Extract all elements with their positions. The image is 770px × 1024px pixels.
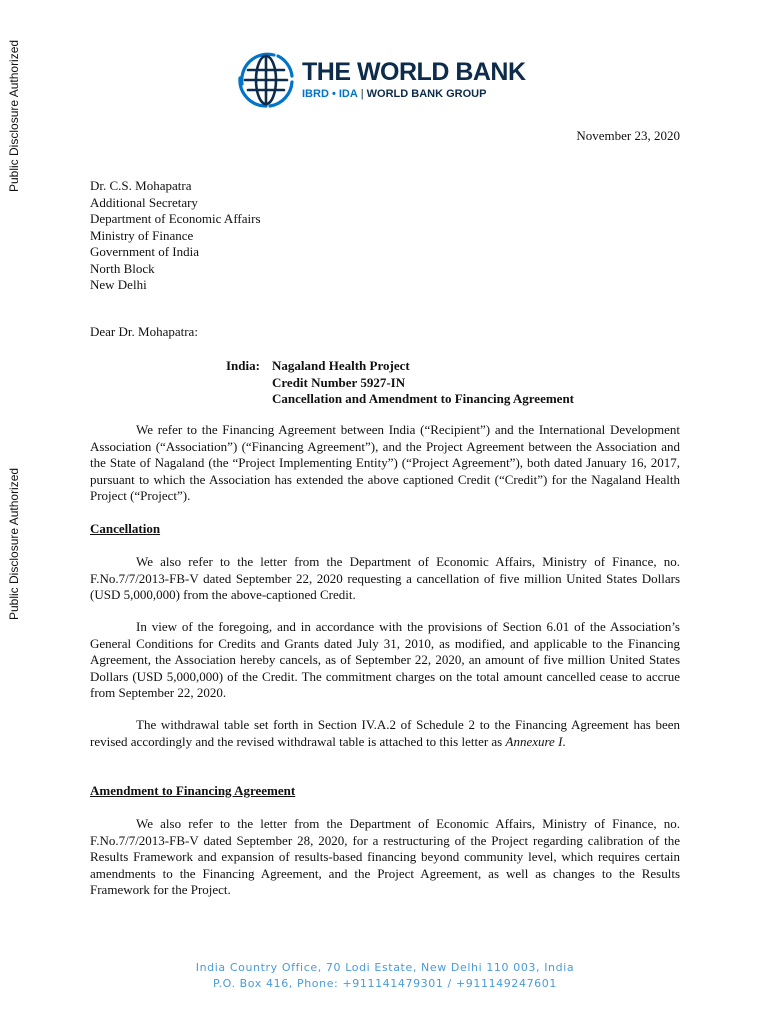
world-bank-logo [234,48,534,114]
paragraph-text: We refer to the Financing Agreement between India (“Recipient”) and the International Development Association (“Association”) (“Financing Agreement”), and the Project Agreement between the Association and the State of Nagaland (the “Project Implementing Entity”) (“Project Agreement”), both dated January 16, 2017, pursuant to which the Association has extended the above captioned Credit (“Credit”) for the Nagaland Health Project (“Project”). [90,422,680,503]
subject-country: India: [226,358,260,373]
subject-line: Credit Number 5927-IN [272,374,406,390]
address-line: Ministry of Finance [90,227,194,243]
paragraph-text: We also refer to the letter from the Department of Economic Affairs, Ministry of Finance, no. F.No.7/7/2013-FB-V dated September 28, 2020, for a restructuring of the Project regarding calibration of the Results Framework and expansion of results-based financing beyond community level, which requires certain amendments to the Financing Agreement, and the Project Agreement, as well as changes to the Results Framework for the Project. [90,816,680,897]
disclosure-label-middle: Public Disclosure Authorized [7,467,21,620]
cancellation-paragraph-1 [90,554,680,604]
address-line: Additional Secretary [90,194,198,210]
salutation: Dear Dr. Mohapatra: [90,324,198,339]
footer-contact: P.O. Box 416, Phone: +911141479301 / +911149247601 [213,977,557,990]
paragraph-end: . [562,733,566,749]
recipient-address [90,178,261,294]
cancellation-heading: Cancellation [90,521,161,536]
logo-group: WORLD BANK GROUP [366,88,487,100]
logo-separator: | [360,88,364,100]
paragraph-text: In view of the foregoing, and in accordance with the provisions of Section 6.01 of the Association’s General Conditions for Credits and Grants dated July 31, 2010, as modified, and applicable to the Financing Agreement, the Association hereby cancels, as of September 22, 2020, an amount of five million United States Dollars (USD 5,000,000) of the Credit. The commitment charges on the total amount cancelled cease to accrue from September 22, 2020. [90,619,680,700]
disclosure-label-top: Public Disclosure Authorized [7,39,21,192]
cancellation-paragraph-3 [90,717,680,750]
letter-date: November 23, 2020 [576,128,680,143]
address-line: Government of India [90,244,200,259]
address-line: New Delhi [90,277,147,292]
cancellation-paragraph-2 [90,619,680,702]
footer-address: India Country Office, 70 Lodi Estate, New Delhi 110 003, India [195,961,575,974]
subject-line: Cancellation and Amendment to Financing Agreement [272,391,575,406]
paragraph-text: We also refer to the letter from the Department of Economic Affairs, Ministry of Finance, no. F.No.7/7/2013-FB-V dated September 22, 2020 requesting a cancellation of five million United States Dollars (USD 5,000,000) from the above-captioned Credit. [90,554,680,602]
address-line: Department of Economic Affairs [90,211,261,226]
intro-paragraph [90,422,680,505]
globe-icon [234,48,298,112]
paragraph-text [90,717,680,750]
paragraph-main: The withdrawal table set forth in Section IV.A.2 of Schedule 2 to the Financing Agreement has been revised accordingly and the revised withdrawal table is attached to this letter as [90,717,680,749]
subject-line: Nagaland Health Project [272,358,410,373]
logo-subtitle [302,88,486,100]
address-line: Dr. C.S. Mohapatra [90,178,192,193]
logo-ibrd-ida: IBRD • IDA [302,88,358,100]
amendment-heading: Amendment to Financing Agreement [90,783,296,798]
annexure-reference: Annexure I [505,733,563,749]
address-line: North Block [90,260,155,276]
logo-title: THE WORLD BANK [302,58,526,86]
office-footer [0,960,770,992]
amendment-paragraph-1 [90,816,680,899]
